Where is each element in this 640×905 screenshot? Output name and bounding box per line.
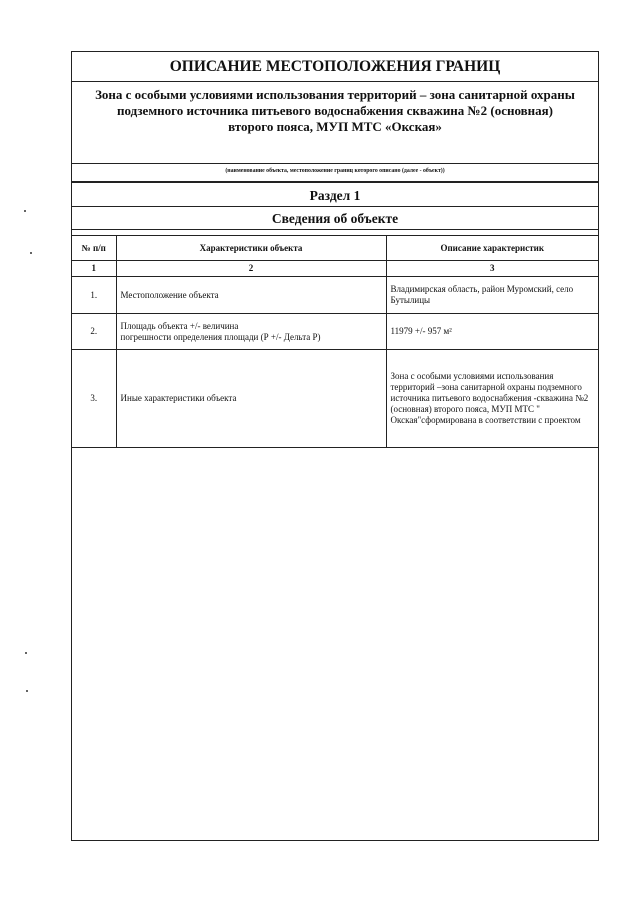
column-number-row [72, 261, 598, 277]
row-characteristic-line-2: погрешности определения площади (Р +/- Дельта Р) [120, 331, 321, 342]
title-row [72, 52, 598, 82]
col-number-1: 1 [72, 261, 116, 277]
scan-speck [26, 690, 28, 692]
table-header-row [72, 236, 598, 261]
row-description: Зона с особыми условиями использования территорий –зона санитарной охраны подземного источника питьевого водоснабжения -скважина №2 (основная) второго пояса, МУП МТС " Окская"сформирована в соответствии с проектом [386, 350, 598, 448]
col-number-2: 2 [116, 261, 386, 277]
row-num: 2. [72, 314, 116, 350]
object-name-row [72, 82, 598, 164]
row-num: 3. [72, 350, 116, 448]
object-name [72, 82, 598, 135]
scan-speck [25, 652, 27, 654]
scan-speck [30, 252, 32, 254]
section-row [72, 182, 598, 207]
object-characteristics-table [72, 235, 598, 448]
row-description: 11979 +/- 957 м² [386, 314, 598, 350]
info-title-row [72, 207, 598, 230]
document-frame [71, 51, 599, 841]
row-characteristic: Иные характеристики объекта [116, 350, 386, 448]
row-description: Владимирская область, район Муромский, село Бутылицы [386, 277, 598, 314]
header-characteristic: Характеристики объекта [116, 236, 386, 261]
table-row [72, 314, 598, 350]
object-name-line-2: подземного источника питьевого водоснабжения скважина №2 (основная) [116, 103, 554, 118]
row-characteristic-line-1: Площадь объекта +/- величина [120, 320, 239, 331]
header-description: Описание характеристик [386, 236, 598, 261]
table-row [72, 350, 598, 448]
object-name-line-3: второго пояса, МУП МТС «Окская» [228, 119, 442, 134]
col-number-3: 3 [386, 261, 598, 277]
scan-speck [24, 210, 26, 212]
row-characteristic: Местоположение объекта [116, 277, 386, 314]
table-row [72, 277, 598, 314]
info-title: Сведения об объекте [271, 211, 399, 226]
object-name-note-row [72, 164, 598, 182]
section-label: Раздел 1 [309, 188, 361, 203]
row-characteristic [116, 314, 386, 350]
object-name-line-1: Зона с особыми условиями использования территорий – зона санитарной охраны [95, 87, 575, 102]
document-title: ОПИСАНИЕ МЕСТОПОЛОЖЕНИЯ ГРАНИЦ [169, 58, 501, 75]
row-num: 1. [72, 277, 116, 314]
object-name-note: (наименование объекта, местоположение границ которого описано (далее - объект)) [225, 168, 445, 174]
header-num: № п/п [72, 236, 116, 261]
